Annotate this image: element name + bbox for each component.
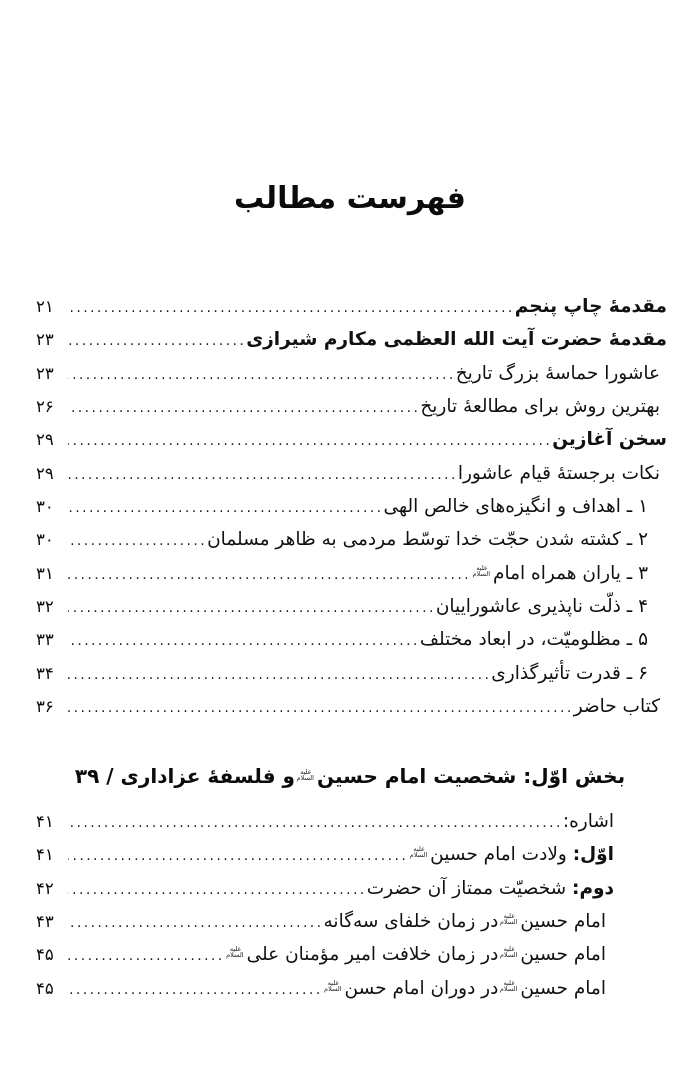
toc-page-number: ۳۰ bbox=[36, 530, 54, 550]
text-segment: ۳ ـ یاران همراه امام bbox=[493, 562, 648, 584]
text-segment: و فلسفهٔ عزاداری / ۳۹ bbox=[74, 764, 295, 788]
dot-leader bbox=[68, 490, 384, 525]
text-segment: بخش اوّل: شخصیت امام حسین bbox=[316, 764, 626, 788]
toc-entry-label bbox=[323, 972, 606, 1005]
toc-row bbox=[36, 390, 667, 423]
toc-row bbox=[36, 805, 667, 838]
dot-leader bbox=[68, 357, 456, 392]
dot-leader bbox=[68, 557, 471, 592]
toc-entry-label bbox=[420, 623, 648, 656]
toc-row bbox=[36, 323, 667, 356]
dot-leader bbox=[68, 290, 515, 325]
toc-page-number: ۴۱ bbox=[36, 845, 54, 865]
toc-row bbox=[36, 657, 667, 690]
dot-leader bbox=[68, 805, 563, 840]
honorific-mark: علیه السلام bbox=[226, 945, 244, 960]
toc-entry-label bbox=[574, 690, 660, 723]
toc-page-number: ۲۳ bbox=[36, 330, 54, 350]
toc-page-number: ۴۳ bbox=[36, 912, 54, 932]
text-segment: مقدمهٔ چاپ پنجم bbox=[514, 296, 667, 317]
toc-entry-label bbox=[384, 490, 648, 523]
text-segment: ۶ ـ قدرت تأثیرگذاری bbox=[491, 662, 648, 684]
toc-row bbox=[36, 290, 667, 323]
text-segment: ولادت امام حسین bbox=[430, 844, 573, 866]
toc-row bbox=[36, 972, 667, 1005]
toc-row bbox=[36, 357, 667, 390]
toc-entry-label bbox=[246, 323, 667, 356]
dot-leader bbox=[68, 457, 458, 492]
toc-page-number: ۳۴ bbox=[36, 663, 54, 683]
text-segment: کتاب حاضر bbox=[573, 696, 660, 718]
text-segment: امام حسین bbox=[520, 977, 606, 999]
toc-row bbox=[36, 423, 667, 456]
text-segment: ۵ ـ مظلومیّت، در ابعاد مختلف bbox=[419, 629, 648, 651]
dot-leader bbox=[68, 690, 574, 725]
dot-leader bbox=[68, 523, 207, 558]
toc-entry-label bbox=[471, 557, 648, 590]
text-segment: سخن آغازین bbox=[552, 429, 667, 451]
toc-page-number: ۲۹ bbox=[36, 463, 54, 483]
honorific-mark: علیه السلام bbox=[324, 978, 342, 993]
toc-entry-label bbox=[552, 423, 667, 456]
toc-page-number: ۲۳ bbox=[36, 363, 54, 383]
dot-leader bbox=[68, 872, 367, 907]
toc-entry-label bbox=[207, 523, 648, 556]
toc-entry-label bbox=[367, 872, 614, 905]
text-segment: در زمان خلفای سه‌گانه bbox=[323, 911, 499, 933]
section-divider-heading bbox=[0, 761, 700, 791]
toc-entry-label bbox=[515, 290, 667, 323]
text-segment: شخصیّت ممتاز آن حضرت bbox=[366, 877, 573, 899]
text-segment: امام حسین bbox=[520, 944, 606, 966]
dot-leader bbox=[68, 323, 246, 358]
toc-row bbox=[36, 490, 667, 523]
text-segment: در زمان خلافت امیر مؤمنان علی bbox=[246, 944, 499, 966]
toc-entry-label bbox=[420, 390, 660, 423]
dot-leader bbox=[68, 423, 552, 458]
dot-leader bbox=[68, 623, 420, 658]
toc-page-number: ۲۹ bbox=[36, 430, 54, 450]
toc-entry-label bbox=[324, 905, 607, 938]
toc-section-2 bbox=[36, 805, 667, 1005]
honorific-mark: علیه السلام bbox=[296, 767, 314, 782]
toc-page-number: ۲۶ bbox=[36, 397, 54, 417]
text-segment: بهترین روش برای مطالعهٔ تاریخ bbox=[420, 396, 660, 418]
dot-leader bbox=[68, 590, 436, 625]
dot-leader bbox=[68, 390, 420, 425]
honorific-mark: علیه السلام bbox=[499, 978, 518, 993]
honorific-mark: علیه السلام bbox=[499, 911, 518, 927]
toc-entry-label bbox=[408, 838, 614, 871]
toc-row bbox=[36, 623, 667, 656]
dot-leader bbox=[68, 838, 408, 873]
toc-page-number: ۳۱ bbox=[36, 563, 54, 583]
toc-page-number: ۴۵ bbox=[36, 978, 54, 998]
toc-page-number: ۴۵ bbox=[36, 945, 54, 965]
dot-leader bbox=[68, 938, 225, 973]
text-segment: اشاره: bbox=[562, 811, 614, 832]
toc-page-number: ۲۱ bbox=[36, 297, 54, 316]
toc-row bbox=[36, 557, 667, 590]
toc-entry-label bbox=[563, 805, 614, 838]
text-segment: نکات برجستهٔ قیام عاشورا bbox=[457, 462, 660, 484]
toc-row bbox=[36, 523, 667, 556]
toc-entry-label bbox=[491, 657, 648, 690]
toc-page-number: ۴۱ bbox=[36, 812, 54, 831]
toc-entry-label bbox=[436, 590, 648, 623]
text-segment: در دوران امام حسن bbox=[344, 977, 499, 999]
toc-row bbox=[36, 838, 667, 871]
toc-row bbox=[36, 457, 667, 490]
text-segment: ۴ ـ ذلّت ناپذیری عاشوراییان bbox=[435, 596, 648, 618]
honorific-mark: علیه السلام bbox=[499, 945, 518, 960]
toc-row bbox=[36, 872, 667, 905]
dot-leader bbox=[68, 905, 324, 940]
page-title: فهرست مطالب bbox=[234, 181, 466, 216]
toc-entry-label bbox=[456, 357, 660, 390]
toc-page-number: ۴۲ bbox=[36, 878, 54, 898]
toc-row bbox=[36, 590, 667, 623]
honorific-mark: علیه السلام bbox=[409, 845, 428, 860]
toc-page-number: ۳۲ bbox=[36, 597, 54, 617]
toc-page-number: ۳۶ bbox=[36, 697, 54, 717]
text-segment: اوّل: bbox=[572, 844, 614, 866]
toc-row bbox=[36, 905, 667, 938]
toc-entry-label bbox=[225, 938, 606, 971]
text-segment: ۲ ـ کشته شدن حجّت خدا توسّط مردمی به ظاهر مسلمان bbox=[207, 529, 648, 551]
toc-page-number: ۳۰ bbox=[36, 497, 54, 517]
text-segment: دوم: bbox=[572, 877, 614, 899]
text-segment: مقدمهٔ حضرت آیت الله العظمی مکارم شیرازی bbox=[246, 329, 667, 351]
toc-row bbox=[36, 938, 667, 971]
dot-leader bbox=[68, 657, 491, 692]
honorific-mark: علیه السلام bbox=[472, 563, 491, 578]
toc-section-1 bbox=[36, 290, 667, 723]
toc-row bbox=[36, 690, 667, 723]
text-segment: ۱ ـ اهداف و انگیزه‌های خالص الهی bbox=[383, 496, 648, 518]
toc-entry-label bbox=[458, 457, 660, 490]
dot-leader bbox=[68, 972, 323, 1007]
text-segment: عاشورا حماسهٔ بزرگ تاریخ bbox=[455, 362, 660, 384]
toc-page-number: ۳۳ bbox=[36, 630, 54, 650]
text-segment: امام حسین bbox=[520, 911, 606, 933]
